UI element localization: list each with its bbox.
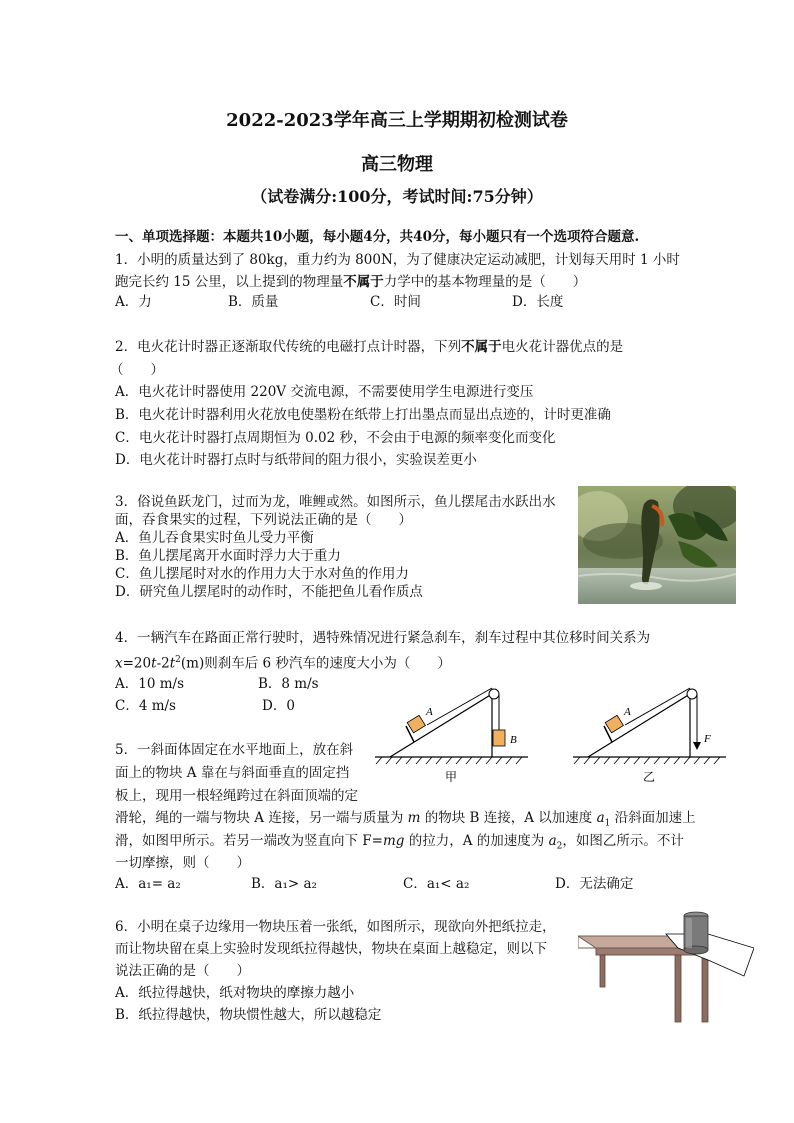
q4-line1: 4．一辆汽车在路面正常行驶时，遇特殊情况进行紧急刹车，刹车过程中其位移时间关系为: [115, 630, 651, 646]
fish-jump-photo: [578, 486, 736, 604]
exam-info: （试卷满分:100分，考试时间:75分钟）: [251, 187, 543, 206]
q1-line2-a: 跑完长约 15 公里，以上提到的物理量: [115, 274, 344, 290]
section-heading: 一、单项选择题：本题共10小题，每小题4分，共40分，每小题只有一个选项符合题意.: [115, 229, 640, 245]
q4-option-a: A．10 m/s: [115, 676, 184, 692]
q5-line5-a2: a: [548, 833, 557, 849]
q3-option-c: C．鱼儿摆尾时对水的作用力大于水对鱼的作用力: [115, 566, 409, 582]
q6-line3: 说法正确的是（ ）: [115, 963, 250, 979]
q5-option-a: A．a₁= a₂: [115, 876, 181, 892]
q1-line2: [115, 274, 586, 291]
q5-option-b: B．a₁> a₂: [251, 876, 317, 892]
q1-option-a: A．力: [115, 294, 152, 310]
q5-line5-b: 的拉力，A 的加速度为: [404, 833, 549, 849]
table-paper-figure: [578, 908, 754, 1028]
q4-eq-a: =20: [122, 655, 152, 672]
q5-line4-b: 的物块 B 连接，A 以加速度: [420, 810, 597, 826]
q5-line5-a: 滑，如图甲所示。若另一端改为竖直向下 F=: [115, 833, 383, 849]
figure-jia: [375, 688, 528, 784]
q5-line2: 面上的物块 A 靠在与斜面垂直的固定挡: [115, 765, 350, 781]
q3-line2: 面，吞食果实的过程，下列说法正确的是（ ）: [115, 512, 412, 528]
q5-line4-a1: a: [596, 810, 605, 826]
q4-eq-c: (m)则刹车后 6 秒汽车的速度大小为（ ）: [180, 655, 451, 672]
figure-yi: [573, 688, 726, 784]
q5-line5-c: ，如图乙所示。不计: [562, 833, 684, 849]
q5-option-c: C．a₁< a₂: [403, 876, 470, 892]
q5-line5: [115, 833, 684, 856]
q1-line2-bold: 不属于: [343, 274, 384, 290]
q4-line2: [115, 652, 451, 673]
q5-line5-a2sub: 2: [556, 841, 563, 852]
incline-figures: [370, 680, 730, 790]
q2-option-d: D．电火花计时器打点时与纸带间的阻力很小，实验误差更小: [115, 452, 477, 468]
fig-jia-label-a: A: [426, 706, 433, 718]
fig-yi-label-f: F: [704, 733, 711, 745]
q2-line1: [115, 339, 623, 356]
q3-option-b: B．鱼儿摆尾离开水面时浮力大于重力: [115, 548, 341, 564]
page-title: 2022-2023学年高三上学期期初检测试卷: [226, 110, 568, 131]
q1-line2-b: 力学中的基本物理量的是（ ）: [383, 274, 587, 290]
q5-line3: 板上，现用一根轻绳跨过在斜面顶端的定: [115, 788, 358, 804]
q4-eq-b: -2: [156, 655, 170, 672]
q5-line5-mg: mg: [382, 833, 405, 849]
q2-line1-bold: 不属于: [461, 339, 502, 355]
subject-title: 高三物理: [361, 154, 433, 175]
q4-x: x: [115, 655, 123, 672]
q2-line1-b: 电火花计器优点的是: [501, 339, 624, 355]
fig-jia-label-b: B: [510, 734, 517, 746]
q2-option-c: C．电火花计时器打点周期恒为 0.02 秒，不会由于电源的频率变化而变化: [115, 430, 556, 446]
q4-option-b: B．8 m/s: [258, 676, 319, 692]
q3-option-d: D．研究鱼儿摆尾时的动作时，不能把鱼儿看作质点: [115, 584, 423, 600]
fig-caption-jia: 甲: [445, 770, 458, 784]
q5-option-d: D．无法确定: [555, 876, 634, 892]
fig-yi-label-a: A: [624, 706, 631, 718]
q6-option-a: A．纸拉得越快，纸对物块的摩擦力越小: [115, 985, 355, 1001]
q5-line1: 5．一斜面体固定在水平地面上，放在斜: [115, 742, 354, 758]
q6-line2: 而让物块留在桌上实验时发现纸拉得越快，物块在桌面上越稳定，则以下: [115, 941, 547, 957]
q2-option-b: B．电火花计时器利用火花放电使墨粉在纸带上打出墨点而显出点迹的，计时更准确: [115, 407, 611, 423]
q5-line4-a: 滑轮，绳的一端与物块 A 连接，另一端与质量为: [115, 810, 408, 826]
q1-option-c: C．时间: [370, 294, 421, 310]
q4-sup: 2: [175, 655, 181, 665]
q5-line4-c: 沿斜面加速上: [610, 810, 696, 826]
q3-option-a: A．鱼儿吞食果实时鱼儿受力平衡: [115, 530, 314, 546]
q2-line1-a: 2．电火花计时器正逐渐取代传统的电磁打点计时器，下列: [115, 339, 462, 355]
q2-line2: （ ）: [110, 362, 164, 378]
fig-caption-yi: 乙: [643, 770, 656, 784]
q1-line1: 1．小明的质量达到了 80kg，重力约为 800N，为了健康决定运动减肥，计划每天用时 1 小时: [115, 252, 680, 268]
q6-option-b: B．纸拉得越快，物块惯性越大，所以越稳定: [115, 1007, 382, 1023]
q4-t1: t: [151, 655, 157, 672]
q5-line4-a1sub: 1: [604, 818, 611, 829]
q5-line6: 一切摩擦，则（ ）: [115, 855, 250, 871]
q5-line4: [115, 810, 696, 833]
q4-option-c: C．4 m/s: [115, 698, 176, 714]
q1-option-d: D．长度: [512, 294, 564, 310]
q4-t2: t: [169, 655, 176, 672]
q6-line1: 6．小明在桌子边缘用一物块压着一张纸，如图所示，现欲向外把纸拉走，: [115, 919, 556, 935]
q3-line1: 3．俗说鱼跃龙门，过而为龙，唯鲤或然。如图所示，鱼儿摆尾击水跃出水: [115, 494, 556, 510]
q2-option-a: A．电火花计时器使用 220V 交流电源，不需要使用学生电源进行变压: [115, 384, 534, 400]
q1-option-b: B．质量: [228, 294, 279, 310]
q5-line4-m: m: [407, 810, 421, 826]
q4-option-d: D．0: [262, 698, 295, 714]
